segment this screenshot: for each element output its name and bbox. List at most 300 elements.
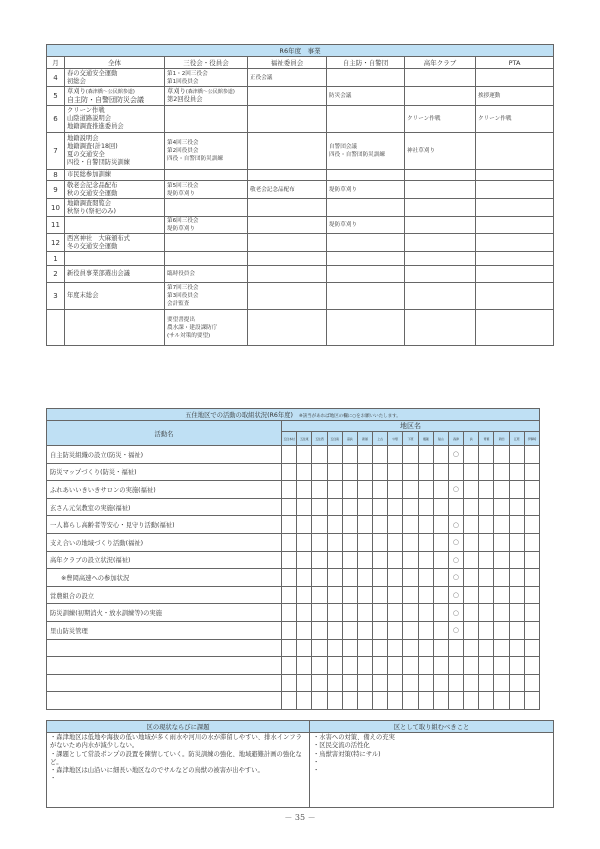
district-mark-cell[interactable] bbox=[433, 516, 448, 534]
district-mark-cell[interactable] bbox=[524, 551, 539, 569]
district-mark-cell[interactable] bbox=[479, 481, 494, 499]
district-mark-cell[interactable] bbox=[357, 657, 372, 675]
district-mark-cell[interactable] bbox=[433, 481, 448, 499]
district-mark-cell[interactable] bbox=[494, 446, 509, 464]
district-mark-cell[interactable] bbox=[448, 533, 463, 551]
district-mark-cell[interactable] bbox=[388, 446, 403, 464]
district-mark-cell[interactable] bbox=[509, 586, 524, 604]
district-mark-cell[interactable] bbox=[418, 446, 433, 464]
district-mark-cell[interactable] bbox=[388, 586, 403, 604]
district-mark-cell[interactable] bbox=[282, 586, 297, 604]
district-mark-cell[interactable] bbox=[282, 621, 297, 639]
district-mark-cell[interactable] bbox=[388, 498, 403, 516]
district-mark-cell[interactable] bbox=[297, 604, 312, 622]
district-mark-cell[interactable] bbox=[282, 533, 297, 551]
district-mark-cell[interactable] bbox=[403, 481, 418, 499]
district-mark-cell[interactable] bbox=[403, 446, 418, 464]
month-cell: 6 bbox=[47, 106, 65, 133]
district-mark-cell[interactable] bbox=[388, 674, 403, 692]
district-mark-cell[interactable] bbox=[357, 516, 372, 534]
district-mark-cell[interactable] bbox=[297, 481, 312, 499]
district-name: 江原 bbox=[509, 432, 524, 446]
district-mark-cell[interactable] bbox=[494, 498, 509, 516]
district-mark-cell[interactable] bbox=[479, 463, 494, 481]
district-mark-cell[interactable] bbox=[464, 639, 479, 657]
district-mark-cell[interactable] bbox=[342, 604, 357, 622]
district-mark-cell[interactable] bbox=[524, 586, 539, 604]
district-mark-cell[interactable] bbox=[403, 498, 418, 516]
district-mark-cell[interactable] bbox=[327, 586, 342, 604]
district-mark-cell[interactable] bbox=[464, 604, 479, 622]
schedule-row bbox=[47, 283, 554, 310]
district-mark-cell[interactable] bbox=[418, 674, 433, 692]
district-mark-cell[interactable] bbox=[282, 639, 297, 657]
district-mark-cell[interactable] bbox=[357, 533, 372, 551]
district-mark-cell[interactable] bbox=[524, 481, 539, 499]
district-mark-cell[interactable] bbox=[388, 533, 403, 551]
district-mark-cell[interactable] bbox=[342, 639, 357, 657]
district-mark-cell[interactable] bbox=[524, 533, 539, 551]
district-mark-cell[interactable] bbox=[433, 604, 448, 622]
district-mark-cell[interactable] bbox=[524, 463, 539, 481]
district-mark-cell[interactable] bbox=[448, 446, 463, 464]
district-mark-cell[interactable] bbox=[448, 639, 463, 657]
district-mark-cell[interactable] bbox=[509, 481, 524, 499]
district-mark-cell[interactable] bbox=[312, 498, 327, 516]
district-mark-cell[interactable] bbox=[342, 481, 357, 499]
district-mark-cell[interactable] bbox=[297, 533, 312, 551]
district-mark-cell[interactable] bbox=[403, 674, 418, 692]
district-mark-cell[interactable] bbox=[388, 516, 403, 534]
district-mark-cell[interactable] bbox=[448, 621, 463, 639]
district-mark-cell[interactable] bbox=[312, 604, 327, 622]
yakuin-cell bbox=[165, 199, 248, 217]
fukushi-cell bbox=[248, 133, 327, 170]
district-mark-cell[interactable] bbox=[327, 621, 342, 639]
activity-name: 一人暮らし高齢者等安心・見守り活動(福祉) bbox=[47, 516, 282, 534]
district-mark-cell[interactable] bbox=[494, 481, 509, 499]
district-mark-cell[interactable] bbox=[282, 446, 297, 464]
district-mark-cell[interactable] bbox=[464, 533, 479, 551]
district-mark-cell[interactable] bbox=[509, 674, 524, 692]
district-mark-cell[interactable] bbox=[357, 498, 372, 516]
district-mark-cell[interactable] bbox=[403, 604, 418, 622]
district-mark-cell[interactable] bbox=[342, 446, 357, 464]
district-mark-cell[interactable] bbox=[509, 621, 524, 639]
district-mark-cell[interactable] bbox=[509, 551, 524, 569]
district-mark-cell[interactable] bbox=[464, 463, 479, 481]
pta-cell: クリーン作戦 bbox=[476, 106, 554, 133]
district-mark-cell[interactable] bbox=[524, 657, 539, 675]
district-mark-cell[interactable] bbox=[373, 481, 388, 499]
district-mark-cell[interactable] bbox=[403, 551, 418, 569]
district-mark-cell[interactable] bbox=[448, 551, 463, 569]
district-mark-cell[interactable] bbox=[509, 533, 524, 551]
district-mark-cell[interactable] bbox=[388, 692, 403, 710]
all-cell: 新役員事業部選出会議 bbox=[65, 266, 165, 283]
district-mark-cell[interactable] bbox=[433, 551, 448, 569]
district-mark-cell[interactable] bbox=[494, 674, 509, 692]
district-mark-cell[interactable] bbox=[388, 481, 403, 499]
district-mark-cell[interactable] bbox=[479, 516, 494, 534]
schedule-row bbox=[47, 181, 554, 199]
district-mark-cell[interactable] bbox=[282, 569, 297, 587]
district-mark-cell[interactable] bbox=[357, 604, 372, 622]
cell-text: 草刈り bbox=[67, 87, 86, 95]
district-mark-cell[interactable] bbox=[297, 569, 312, 587]
district-mark-cell[interactable] bbox=[433, 639, 448, 657]
district-mark-cell[interactable] bbox=[297, 621, 312, 639]
district-mark-cell[interactable] bbox=[342, 674, 357, 692]
district-mark-cell[interactable] bbox=[312, 621, 327, 639]
fukushi-cell bbox=[248, 170, 327, 181]
district-mark-cell[interactable] bbox=[403, 516, 418, 534]
district-mark-cell[interactable] bbox=[342, 692, 357, 710]
circle-mark-icon: ○ bbox=[452, 555, 460, 564]
district-mark-cell[interactable] bbox=[282, 463, 297, 481]
district-mark-cell[interactable] bbox=[342, 569, 357, 587]
district-header: 地区名 bbox=[282, 421, 540, 432]
district-mark-cell[interactable] bbox=[388, 551, 403, 569]
district-mark-cell[interactable] bbox=[418, 621, 433, 639]
district-name: 浜 bbox=[464, 432, 479, 446]
district-mark-cell[interactable] bbox=[524, 674, 539, 692]
district-mark-cell[interactable] bbox=[282, 692, 297, 710]
district-mark-cell[interactable] bbox=[373, 446, 388, 464]
district-mark-cell[interactable] bbox=[479, 657, 494, 675]
district-mark-cell[interactable] bbox=[282, 516, 297, 534]
district-mark-cell[interactable] bbox=[357, 481, 372, 499]
district-mark-cell[interactable] bbox=[479, 446, 494, 464]
district-mark-cell[interactable] bbox=[418, 639, 433, 657]
district-mark-cell[interactable] bbox=[297, 586, 312, 604]
activity-row bbox=[47, 586, 540, 604]
district-mark-cell[interactable] bbox=[312, 533, 327, 551]
district-mark-cell[interactable] bbox=[433, 569, 448, 587]
district-mark-cell[interactable] bbox=[418, 692, 433, 710]
district-mark-cell[interactable] bbox=[297, 551, 312, 569]
district-mark-cell[interactable] bbox=[418, 533, 433, 551]
district-name: 新屋 bbox=[357, 432, 372, 446]
district-mark-cell[interactable] bbox=[418, 586, 433, 604]
district-mark-cell[interactable] bbox=[312, 639, 327, 657]
district-mark-cell[interactable] bbox=[342, 516, 357, 534]
district-mark-cell[interactable] bbox=[312, 551, 327, 569]
district-mark-cell[interactable] bbox=[342, 533, 357, 551]
district-mark-cell[interactable] bbox=[297, 639, 312, 657]
district-mark-cell[interactable] bbox=[494, 551, 509, 569]
district-mark-cell[interactable] bbox=[433, 498, 448, 516]
district-mark-cell[interactable] bbox=[297, 516, 312, 534]
district-mark-cell[interactable] bbox=[418, 516, 433, 534]
yakuin-cell: 第4回三役会 第2回役員会 四役・自警団防災訓練 bbox=[165, 133, 248, 170]
district-mark-cell[interactable] bbox=[494, 692, 509, 710]
district-mark-cell[interactable] bbox=[509, 639, 524, 657]
schedule-column-header: 三役会・役員会 bbox=[165, 57, 248, 69]
district-mark-cell[interactable] bbox=[357, 446, 372, 464]
district-mark-cell[interactable] bbox=[524, 446, 539, 464]
district-mark-cell[interactable] bbox=[464, 569, 479, 587]
district-mark-cell[interactable] bbox=[479, 604, 494, 622]
district-mark-cell[interactable] bbox=[509, 446, 524, 464]
district-name: 高浜 bbox=[342, 432, 357, 446]
district-mark-cell[interactable] bbox=[297, 674, 312, 692]
district-mark-cell[interactable] bbox=[494, 657, 509, 675]
issues-left-header: 区の現状ならびに課題 bbox=[47, 721, 310, 733]
pta-cell bbox=[476, 69, 554, 87]
district-name: 森津 bbox=[448, 432, 463, 446]
district-mark-cell[interactable] bbox=[509, 604, 524, 622]
district-mark-cell[interactable] bbox=[388, 657, 403, 675]
district-mark-cell[interactable] bbox=[327, 569, 342, 587]
district-mark-cell[interactable] bbox=[433, 463, 448, 481]
district-mark-cell[interactable] bbox=[524, 498, 539, 516]
district-mark-cell[interactable] bbox=[524, 516, 539, 534]
district-mark-cell[interactable] bbox=[509, 692, 524, 710]
district-mark-cell[interactable] bbox=[403, 569, 418, 587]
district-mark-cell[interactable] bbox=[312, 463, 327, 481]
district-mark-cell[interactable] bbox=[524, 692, 539, 710]
district-mark-cell[interactable] bbox=[373, 586, 388, 604]
district-mark-cell[interactable] bbox=[342, 551, 357, 569]
district-mark-cell[interactable] bbox=[373, 569, 388, 587]
district-mark-cell[interactable] bbox=[433, 674, 448, 692]
district-mark-cell[interactable] bbox=[327, 639, 342, 657]
district-mark-cell[interactable] bbox=[403, 621, 418, 639]
district-mark-cell[interactable] bbox=[403, 533, 418, 551]
district-mark-cell[interactable] bbox=[433, 657, 448, 675]
district-mark-cell[interactable] bbox=[282, 674, 297, 692]
district-mark-cell[interactable] bbox=[448, 604, 463, 622]
district-mark-cell[interactable] bbox=[342, 657, 357, 675]
district-mark-cell[interactable] bbox=[464, 674, 479, 692]
district-mark-cell[interactable] bbox=[373, 516, 388, 534]
district-mark-cell[interactable] bbox=[357, 463, 372, 481]
district-mark-cell[interactable] bbox=[388, 639, 403, 657]
district-mark-cell[interactable] bbox=[327, 481, 342, 499]
district-mark-cell[interactable] bbox=[297, 657, 312, 675]
district-mark-cell[interactable] bbox=[494, 639, 509, 657]
activities-title-row bbox=[47, 409, 540, 421]
district-mark-cell[interactable] bbox=[327, 604, 342, 622]
activity-row bbox=[47, 674, 540, 692]
district-mark-cell[interactable] bbox=[357, 639, 372, 657]
district-name: 堀越 bbox=[418, 432, 433, 446]
district-mark-cell[interactable] bbox=[448, 657, 463, 675]
district-mark-cell[interactable] bbox=[433, 446, 448, 464]
district-mark-cell[interactable] bbox=[342, 586, 357, 604]
district-mark-cell[interactable] bbox=[479, 569, 494, 587]
schedule-row bbox=[47, 310, 554, 346]
district-mark-cell[interactable] bbox=[448, 498, 463, 516]
district-mark-cell[interactable] bbox=[479, 498, 494, 516]
district-mark-cell[interactable] bbox=[464, 446, 479, 464]
district-mark-cell[interactable] bbox=[464, 516, 479, 534]
district-mark-cell[interactable] bbox=[282, 498, 297, 516]
pta-cell bbox=[476, 234, 554, 252]
konen-cell bbox=[405, 234, 476, 252]
month-cell: 5 bbox=[47, 87, 65, 106]
district-mark-cell[interactable] bbox=[509, 463, 524, 481]
all-cell: 地籍調査閲覧会 秋祭り(祭祀のみ) bbox=[65, 199, 165, 217]
district-mark-cell[interactable] bbox=[509, 516, 524, 534]
district-mark-cell[interactable] bbox=[388, 621, 403, 639]
district-mark-cell[interactable] bbox=[418, 481, 433, 499]
district-mark-cell[interactable] bbox=[418, 657, 433, 675]
district-mark-cell[interactable] bbox=[479, 621, 494, 639]
district-mark-cell[interactable] bbox=[464, 586, 479, 604]
district-mark-cell[interactable] bbox=[297, 463, 312, 481]
district-mark-cell[interactable] bbox=[297, 446, 312, 464]
district-mark-cell[interactable] bbox=[433, 692, 448, 710]
district-mark-cell[interactable] bbox=[418, 498, 433, 516]
district-mark-cell[interactable] bbox=[312, 674, 327, 692]
district-mark-cell[interactable] bbox=[373, 674, 388, 692]
district-mark-cell[interactable] bbox=[357, 569, 372, 587]
district-mark-cell[interactable] bbox=[509, 498, 524, 516]
pta-cell bbox=[476, 252, 554, 266]
district-mark-cell[interactable] bbox=[464, 657, 479, 675]
district-mark-cell[interactable] bbox=[479, 586, 494, 604]
district-mark-cell[interactable] bbox=[494, 604, 509, 622]
district-mark-cell[interactable] bbox=[282, 604, 297, 622]
district-mark-cell[interactable] bbox=[448, 692, 463, 710]
district-mark-cell[interactable] bbox=[282, 657, 297, 675]
schedule-row bbox=[47, 133, 554, 170]
district-mark-cell[interactable] bbox=[312, 586, 327, 604]
district-mark-cell[interactable] bbox=[373, 692, 388, 710]
district-mark-cell[interactable] bbox=[312, 446, 327, 464]
district-mark-cell[interactable] bbox=[403, 463, 418, 481]
district-mark-cell[interactable] bbox=[327, 463, 342, 481]
district-mark-cell[interactable] bbox=[373, 498, 388, 516]
district-mark-cell[interactable] bbox=[357, 551, 372, 569]
district-mark-cell[interactable] bbox=[464, 551, 479, 569]
district-mark-cell[interactable] bbox=[479, 692, 494, 710]
district-mark-cell[interactable] bbox=[418, 463, 433, 481]
district-mark-cell[interactable] bbox=[494, 569, 509, 587]
district-mark-cell[interactable] bbox=[327, 533, 342, 551]
district-mark-cell[interactable] bbox=[524, 621, 539, 639]
konen-cell: クリーン作戦 bbox=[405, 106, 476, 133]
district-mark-cell[interactable] bbox=[448, 481, 463, 499]
district-mark-cell[interactable] bbox=[373, 604, 388, 622]
district-mark-cell[interactable] bbox=[448, 586, 463, 604]
district-mark-cell[interactable] bbox=[327, 498, 342, 516]
district-mark-cell[interactable] bbox=[342, 463, 357, 481]
district-mark-cell[interactable] bbox=[297, 498, 312, 516]
schedule-row bbox=[47, 234, 554, 252]
district-mark-cell[interactable] bbox=[388, 463, 403, 481]
district-mark-cell[interactable] bbox=[494, 586, 509, 604]
district-mark-cell[interactable] bbox=[464, 498, 479, 516]
district-mark-cell[interactable] bbox=[312, 692, 327, 710]
district-mark-cell[interactable] bbox=[357, 621, 372, 639]
district-mark-cell[interactable] bbox=[403, 586, 418, 604]
district-mark-cell[interactable] bbox=[373, 639, 388, 657]
district-mark-cell[interactable] bbox=[342, 498, 357, 516]
district-mark-cell[interactable] bbox=[403, 639, 418, 657]
district-mark-cell[interactable] bbox=[312, 481, 327, 499]
district-mark-cell[interactable] bbox=[342, 621, 357, 639]
schedule-title: R6年度 事業 bbox=[47, 45, 554, 57]
yakuin-cell bbox=[165, 234, 248, 252]
district-mark-cell[interactable] bbox=[388, 569, 403, 587]
district-mark-cell[interactable] bbox=[509, 657, 524, 675]
district-mark-cell[interactable] bbox=[373, 621, 388, 639]
activity-row bbox=[47, 446, 540, 464]
fukushi-cell bbox=[248, 217, 327, 234]
district-mark-cell[interactable] bbox=[327, 657, 342, 675]
district-mark-cell[interactable] bbox=[312, 657, 327, 675]
schedule-row bbox=[47, 87, 554, 106]
district-mark-cell[interactable] bbox=[464, 621, 479, 639]
district-mark-cell[interactable] bbox=[448, 569, 463, 587]
district-mark-cell[interactable] bbox=[418, 551, 433, 569]
district-mark-cell[interactable] bbox=[464, 692, 479, 710]
district-mark-cell[interactable] bbox=[494, 621, 509, 639]
district-mark-cell[interactable] bbox=[418, 604, 433, 622]
district-name: 五住西 bbox=[312, 432, 327, 446]
district-mark-cell[interactable] bbox=[524, 569, 539, 587]
district-mark-cell[interactable] bbox=[373, 657, 388, 675]
district-mark-cell[interactable] bbox=[327, 516, 342, 534]
district-mark-cell[interactable] bbox=[448, 674, 463, 692]
district-mark-cell[interactable] bbox=[357, 586, 372, 604]
district-mark-cell[interactable] bbox=[524, 639, 539, 657]
district-mark-cell[interactable] bbox=[479, 674, 494, 692]
district-mark-cell[interactable] bbox=[479, 533, 494, 551]
district-mark-cell[interactable] bbox=[509, 569, 524, 587]
district-mark-cell[interactable] bbox=[418, 569, 433, 587]
district-mark-cell[interactable] bbox=[494, 516, 509, 534]
district-mark-cell[interactable] bbox=[433, 533, 448, 551]
district-mark-cell[interactable] bbox=[327, 446, 342, 464]
district-mark-cell[interactable] bbox=[373, 551, 388, 569]
district-mark-cell[interactable] bbox=[479, 551, 494, 569]
district-mark-cell[interactable] bbox=[433, 586, 448, 604]
district-mark-cell[interactable] bbox=[403, 692, 418, 710]
district-mark-cell[interactable] bbox=[403, 657, 418, 675]
district-mark-cell[interactable] bbox=[494, 533, 509, 551]
district-mark-cell[interactable] bbox=[448, 516, 463, 534]
district-mark-cell[interactable] bbox=[433, 621, 448, 639]
district-mark-cell[interactable] bbox=[479, 639, 494, 657]
district-mark-cell[interactable] bbox=[327, 692, 342, 710]
month-cell: 8 bbox=[47, 170, 65, 181]
district-mark-cell[interactable] bbox=[282, 551, 297, 569]
district-mark-cell[interactable] bbox=[312, 516, 327, 534]
district-mark-cell[interactable] bbox=[327, 674, 342, 692]
district-mark-cell[interactable] bbox=[357, 674, 372, 692]
district-mark-cell[interactable] bbox=[388, 604, 403, 622]
circle-mark-icon: ○ bbox=[452, 450, 460, 459]
district-mark-cell[interactable] bbox=[373, 463, 388, 481]
district-mark-cell[interactable] bbox=[282, 481, 297, 499]
district-mark-cell[interactable] bbox=[464, 481, 479, 499]
district-mark-cell[interactable] bbox=[312, 569, 327, 587]
district-mark-cell[interactable] bbox=[357, 692, 372, 710]
district-mark-cell[interactable] bbox=[297, 692, 312, 710]
district-mark-cell[interactable] bbox=[494, 463, 509, 481]
month-cell: 1 bbox=[47, 252, 65, 266]
district-mark-cell[interactable] bbox=[524, 604, 539, 622]
activity-row bbox=[47, 639, 540, 657]
district-mark-cell[interactable] bbox=[448, 463, 463, 481]
activity-row bbox=[47, 481, 540, 499]
district-mark-cell[interactable] bbox=[327, 551, 342, 569]
district-mark-cell[interactable] bbox=[373, 533, 388, 551]
